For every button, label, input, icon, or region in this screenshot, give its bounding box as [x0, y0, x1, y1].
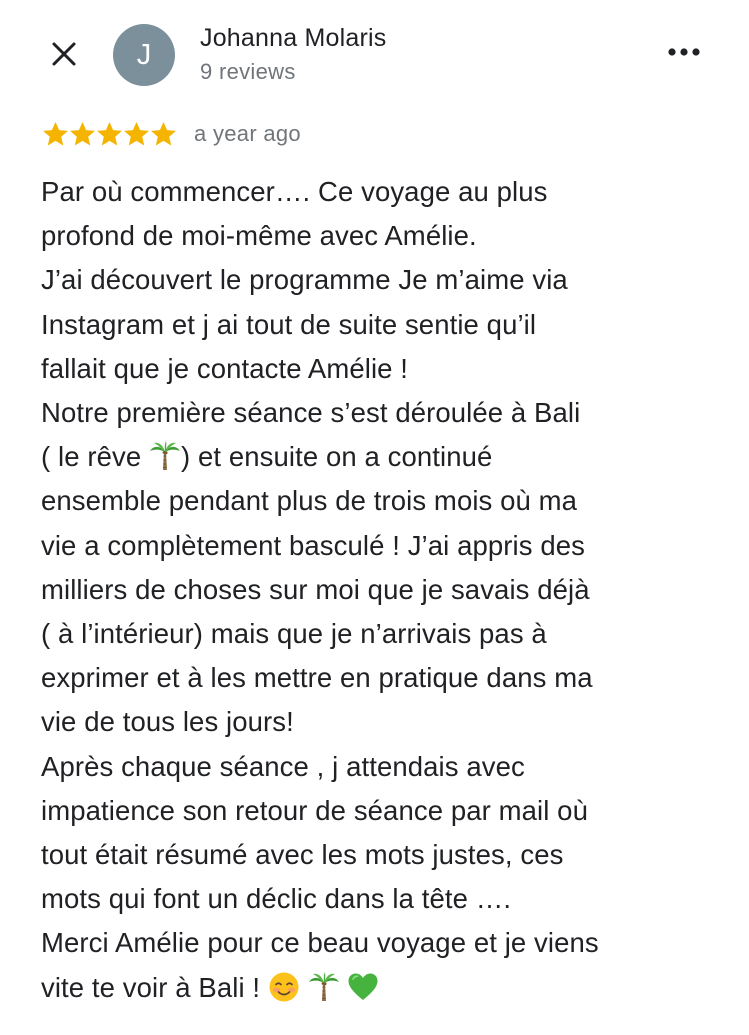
review-text-segment: vite te voir à Bali !	[41, 971, 268, 1003]
review-date: a year ago	[194, 121, 301, 146]
green-heart-emoji	[347, 971, 379, 1003]
author-review-count: 9 reviews	[200, 59, 296, 84]
close-button[interactable]	[44, 34, 84, 74]
review-text-line: ( à l’intérieur) mais que je n’arrivais pas à	[41, 618, 547, 650]
author-name[interactable]: Johanna Molaris	[200, 24, 387, 52]
smiling-face-emoji	[268, 971, 300, 1003]
palm-tree-emoji	[308, 971, 340, 1003]
more-vert-icon	[664, 46, 704, 58]
review-text-segment: ( le rêve	[41, 441, 149, 473]
review-text-line: exprimer et à les mettre en pratique dans ma	[41, 662, 593, 694]
star-filled-icon	[42, 121, 69, 147]
star-filled-icon	[96, 121, 123, 147]
star-rating	[42, 121, 177, 147]
review-text-line: ensemble pendant plus de trois mois où ma	[41, 485, 578, 517]
review-text-line: tout était résumé avec les mots justes, ces	[41, 839, 564, 871]
review-text-line: Instagram et j ai tout de suite sentie qu’il	[41, 308, 537, 340]
avatar-initial: J	[136, 38, 152, 71]
star-filled-icon	[150, 121, 177, 147]
review-text-line: Notre première séance s’est déroulée à Bali	[41, 397, 581, 429]
review-text-line: milliers de choses sur moi que je savais déjà	[41, 573, 590, 605]
review-text-line: vie de tous les jours!	[41, 706, 294, 738]
review-text-segment	[300, 972, 308, 1003]
star-filled-icon	[69, 121, 96, 147]
palm-tree-emoji	[149, 440, 181, 472]
more-options-button[interactable]	[660, 36, 708, 68]
review-text-segment	[340, 972, 348, 1003]
review-text-line: Après chaque séance , j attendais avec	[41, 750, 525, 782]
review-text-line: fallait que je contacte Amélie !	[41, 352, 409, 384]
star-filled-icon	[123, 121, 150, 147]
review-text-line: profond de moi-même avec Amélie.	[41, 220, 477, 252]
review-text-line: J’ai découvert le programme Je m’aime via	[41, 264, 568, 296]
review-text-line: Merci Amélie pour ce beau voyage et je viens	[41, 927, 599, 959]
review-text-line	[41, 435, 721, 479]
avatar[interactable]	[113, 24, 175, 86]
review-text-line: impatience son retour de séance par mail où	[41, 794, 588, 826]
review-text-line	[41, 966, 721, 1010]
review-text-line: Par où commencer…. Ce voyage au plus	[41, 176, 548, 207]
review-text-segment: ) et ensuite on a continué	[180, 441, 493, 473]
review-text-line: mots qui font un déclic dans la tête ….	[41, 883, 512, 915]
review-text-line: vie a complètement basculé ! J’ai appris des	[41, 529, 585, 561]
review-text	[41, 170, 721, 1010]
close-icon	[50, 40, 78, 68]
rating-row	[42, 118, 301, 150]
